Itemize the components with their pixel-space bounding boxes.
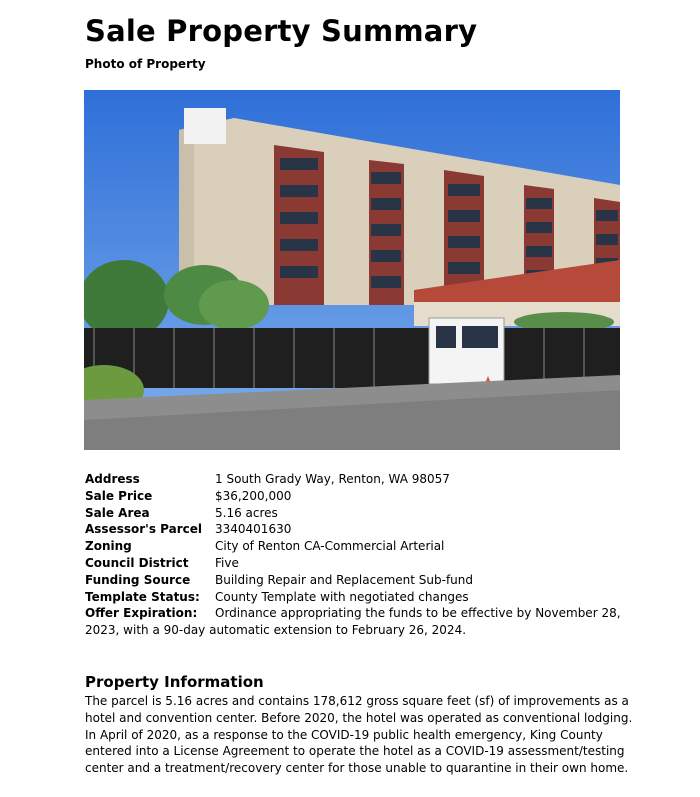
detail-value: County Template with negotiated changes [215,589,469,604]
detail-label: Funding Source [85,572,191,587]
detail-value: Ordinance appropriating the funds to be effective by November 28, 2023, with a 90-day automatic extension to February 26, 2024. [85,606,621,638]
detail-row-funding-source [85,572,645,589]
detail-value: Building Repair and Replacement Sub-fund [215,572,474,587]
detail-row-sale-price [85,488,645,505]
property-photo [84,90,620,450]
page-title: Sale Property Summary [85,14,478,48]
property-information-body: The parcel is 5.16 acres and contains 178,612 gross square feet (sf) of improvements as a hotel and convention center. Before 2020, the hotel was operated as conventional lodging. In April of 2020, as a response to the COVID-19 public health emergency, King County entered into a License Agreement to operate the hotel as a COVID-19 assessment/testing center and a treatment/recovery center for those unable to quarantine in their own home. [85,694,633,776]
detail-row-template-status [85,589,645,606]
detail-label: Sale Price [85,488,153,503]
detail-row-zoning [85,538,645,555]
detail-label: Address [85,472,140,486]
detail-label: Template Status: [85,589,200,604]
detail-label: Offer Expiration: [85,606,198,621]
detail-value: $36,200,000 [215,488,292,503]
photo-caption: Photo of Property [85,57,206,71]
property-information-heading: Property Information [85,673,264,691]
detail-value: 3340401630 [215,522,292,537]
detail-label: Zoning [85,539,132,554]
detail-value: City of Renton CA-Commercial Arterial [215,539,445,554]
detail-label: Council District [85,555,189,570]
detail-row-parcel [85,521,645,538]
detail-row-sale-area [85,505,645,522]
detail-label: Assessor's Parcel [85,522,203,537]
detail-value: 1 South Grady Way, Renton, WA 98057 [215,472,450,486]
detail-value: Five [215,555,239,570]
detail-label: Sale Area [85,505,150,520]
detail-row-offer-expiration [85,605,645,639]
detail-row-council-district [85,555,645,572]
detail-value: 5.16 acres [215,505,278,520]
detail-row-address [85,471,645,488]
property-details [85,471,645,639]
